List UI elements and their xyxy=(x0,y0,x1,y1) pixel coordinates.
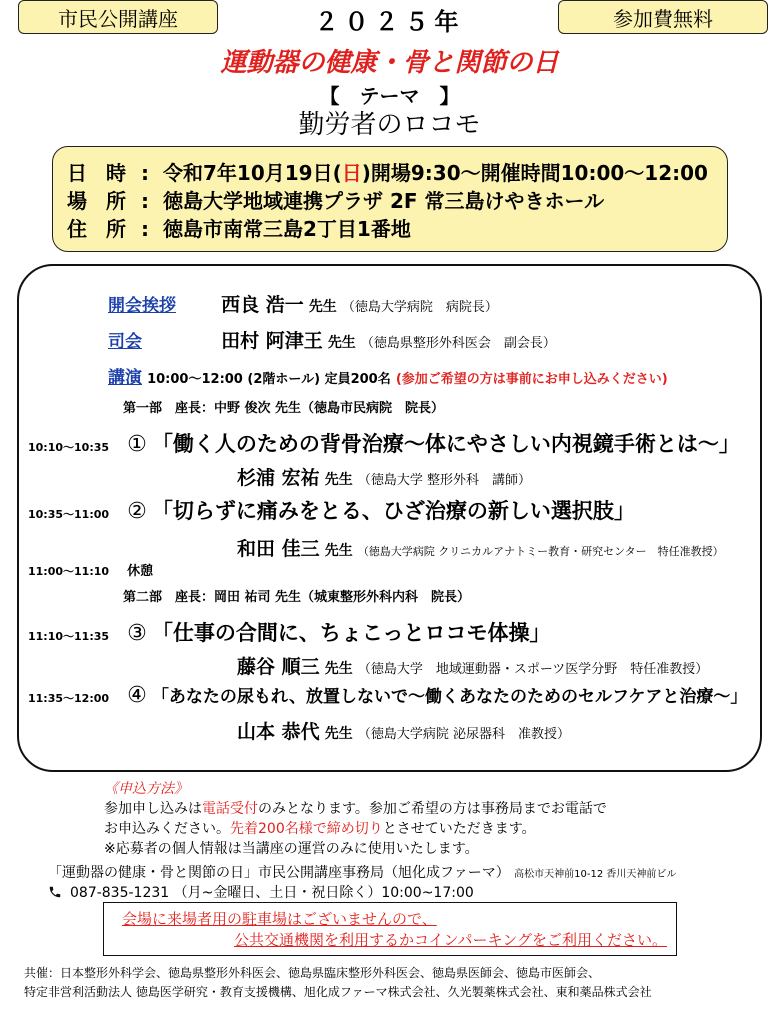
speaker-affiliation: （徳島大学病院 クリニカルアナトミー教育・研究センター 特任准教授） xyxy=(357,545,724,558)
address-colon: : xyxy=(141,217,149,241)
theme-label: 【 テーマ 】 xyxy=(319,84,460,108)
lecture-info: 10:00～12:00 (2階ホール) 定員200名 xyxy=(147,372,391,387)
theme-title: 勤労者のロコモ xyxy=(298,110,481,140)
event-year: ２０２５年 xyxy=(314,8,465,36)
public-lecture-tag: 市民公開講座 xyxy=(18,0,218,34)
lecture-row xyxy=(108,363,668,388)
apply-line-1 xyxy=(104,798,607,818)
break-label: 休憩 xyxy=(127,564,154,579)
speaker-affiliation: （徳島大学病院 泌尿器科 准教授） xyxy=(357,727,570,742)
talk-row xyxy=(28,428,740,458)
apply-line-2-a: お申込みください。 xyxy=(104,821,230,837)
speaker-name: 和田 佳三 xyxy=(237,538,320,560)
phone-icon xyxy=(48,885,62,899)
office-name: 「運動器の健康・骨と関節の日」市民公開講座事務局（旭化成ファーマ） xyxy=(48,865,510,881)
speaker-row xyxy=(237,652,708,679)
lecture-note: (参加ご希望の方は事前にお申し込みください) xyxy=(395,372,668,387)
talk-number: ① xyxy=(127,432,147,457)
mc-row xyxy=(108,326,556,353)
privacy-note: ※応募者の個人情報は当講座の運営のみに使用いたします。 xyxy=(104,841,479,857)
place-colon: : xyxy=(141,189,149,213)
speaker-row xyxy=(237,463,531,490)
talk-time: 10:35～11:00 xyxy=(28,508,110,521)
break-row xyxy=(28,560,153,579)
date-label: 日 時 xyxy=(67,161,132,185)
talk-number: ③ xyxy=(127,621,147,646)
free-admission-tag: 参加費無料 xyxy=(558,0,768,34)
opening-row xyxy=(108,290,498,317)
speaker-name: 杉浦 宏祐 xyxy=(237,467,320,489)
speaker-affiliation: （徳島大学 整形外科 講師） xyxy=(357,473,531,488)
mc-role: 司会 xyxy=(108,332,142,352)
mc-sensei: 先生 xyxy=(327,335,356,351)
speaker-row xyxy=(237,717,570,744)
apply-line-2-c: とさせていただきます。 xyxy=(382,821,536,837)
speaker-sensei: 先生 xyxy=(324,661,353,677)
speaker-sensei: 先生 xyxy=(324,726,353,742)
talk-time: 11:10～11:35 xyxy=(28,630,110,643)
talk-title: 「あなたの尿もれ、放置しないで～働くあなたのためのセルフケアと治療～」 xyxy=(151,687,748,707)
phone-line xyxy=(48,882,474,902)
part1-chair: 第一部 座長：中野 俊次 先生（徳島市民病院 院長） xyxy=(123,401,445,416)
speaker-sensei: 先生 xyxy=(324,543,353,559)
apply-line-1-a: 参加申し込みは xyxy=(104,801,202,817)
phone-only-highlight: 電話受付 xyxy=(202,801,258,817)
date-day: 日 xyxy=(341,161,362,185)
notice-line-1: 会場に来場者用の駐車場はございませんので、 xyxy=(122,910,437,928)
date-value xyxy=(163,159,708,187)
mc-name: 田村 阿津王 xyxy=(221,330,323,352)
address-value: 徳島市南常三島2丁目1番地 xyxy=(163,217,411,241)
opening-name: 西良 浩一 xyxy=(221,294,304,316)
opening-affiliation: （徳島大学病院 病院長） xyxy=(341,300,498,315)
break-time: 11:00～11:10 xyxy=(28,565,110,578)
speaker-sensei: 先生 xyxy=(324,472,353,488)
talk-number: ② xyxy=(127,499,147,524)
speaker-name: 山本 恭代 xyxy=(237,721,320,743)
sponsor-line-1: 共催：日本整形外科学会、徳島県整形外科医会、徳島県臨床整形外科医会、徳島県医師会、徳島市医師会、 xyxy=(24,966,601,980)
talk-time: 11:35～12:00 xyxy=(28,692,110,705)
speaker-affiliation: （徳島大学 地域運動器・スポーツ医学分野 特任准教授） xyxy=(357,662,709,677)
talk-row xyxy=(28,682,747,708)
speaker-name: 藤谷 順三 xyxy=(237,656,320,678)
address-row xyxy=(67,215,727,243)
talk-title: 「働く人のための背骨治療～体にやさしい内視鏡手術とは～」 xyxy=(151,432,740,456)
co-sponsors xyxy=(24,964,652,1002)
event-info-box xyxy=(52,146,728,252)
talk-row xyxy=(28,617,551,647)
notice-line-2: 公共交通機関を利用するかコインパーキングをご利用ください。 xyxy=(234,931,668,949)
lecture-role: 講演 xyxy=(108,368,142,388)
address-label: 住 所 xyxy=(67,217,132,241)
program-box xyxy=(17,264,762,772)
talk-row xyxy=(28,495,635,525)
sponsor-line-2: 特定非営利活動法人 徳島医学研究・教育支援機構、旭化成ファーマ株式会社、久光製薬株式会社、東和薬品株式会社 xyxy=(24,985,652,999)
date-value-pre: 令和7年10月19日( xyxy=(163,161,342,185)
apply-line-1-c: のみとなります。参加ご希望の方は事務局までお電話で xyxy=(258,801,607,817)
talk-title: 「仕事の合間に、ちょこっとロコモ体操」 xyxy=(151,621,551,645)
date-row xyxy=(67,159,727,187)
talk-number: ④ xyxy=(127,683,147,708)
apply-heading: 《申込方法》 xyxy=(104,781,188,797)
talk-title: 「切らずに痛みをとる、ひざ治療の新しい選択肢」 xyxy=(151,499,635,523)
parking-notice xyxy=(103,902,677,956)
place-label: 場 所 xyxy=(67,189,132,213)
apply-line-2 xyxy=(104,818,536,838)
place-row xyxy=(67,187,727,215)
phone-number[interactable]: 087-835-1231 （月~金曜日、土日・祝日除く）10:00~17:00 xyxy=(70,885,474,901)
capacity-highlight: 先着200名様で締め切り xyxy=(230,821,383,837)
talk-time: 10:10～10:35 xyxy=(28,441,110,454)
office-line xyxy=(48,862,676,882)
office-address: 高松市天神前10-12 香川天神前ビル xyxy=(514,869,677,880)
date-value-post: )開場9:30～開催時間10:00～12:00 xyxy=(361,161,708,185)
speaker-row xyxy=(237,534,724,561)
place-value: 徳島大学地域連携プラザ 2F 常三島けやきホール xyxy=(163,189,605,213)
date-colon: : xyxy=(141,161,149,185)
opening-role: 開会挨拶 xyxy=(108,296,176,316)
opening-sensei: 先生 xyxy=(308,299,337,315)
event-title: 運動器の健康・骨と関節の日 xyxy=(220,48,559,78)
mc-affiliation: （徳島県整形外科医会 副会長） xyxy=(360,336,556,351)
part2-chair: 第二部 座長：岡田 祐司 先生（城東整形外科内科 院長） xyxy=(123,590,471,605)
